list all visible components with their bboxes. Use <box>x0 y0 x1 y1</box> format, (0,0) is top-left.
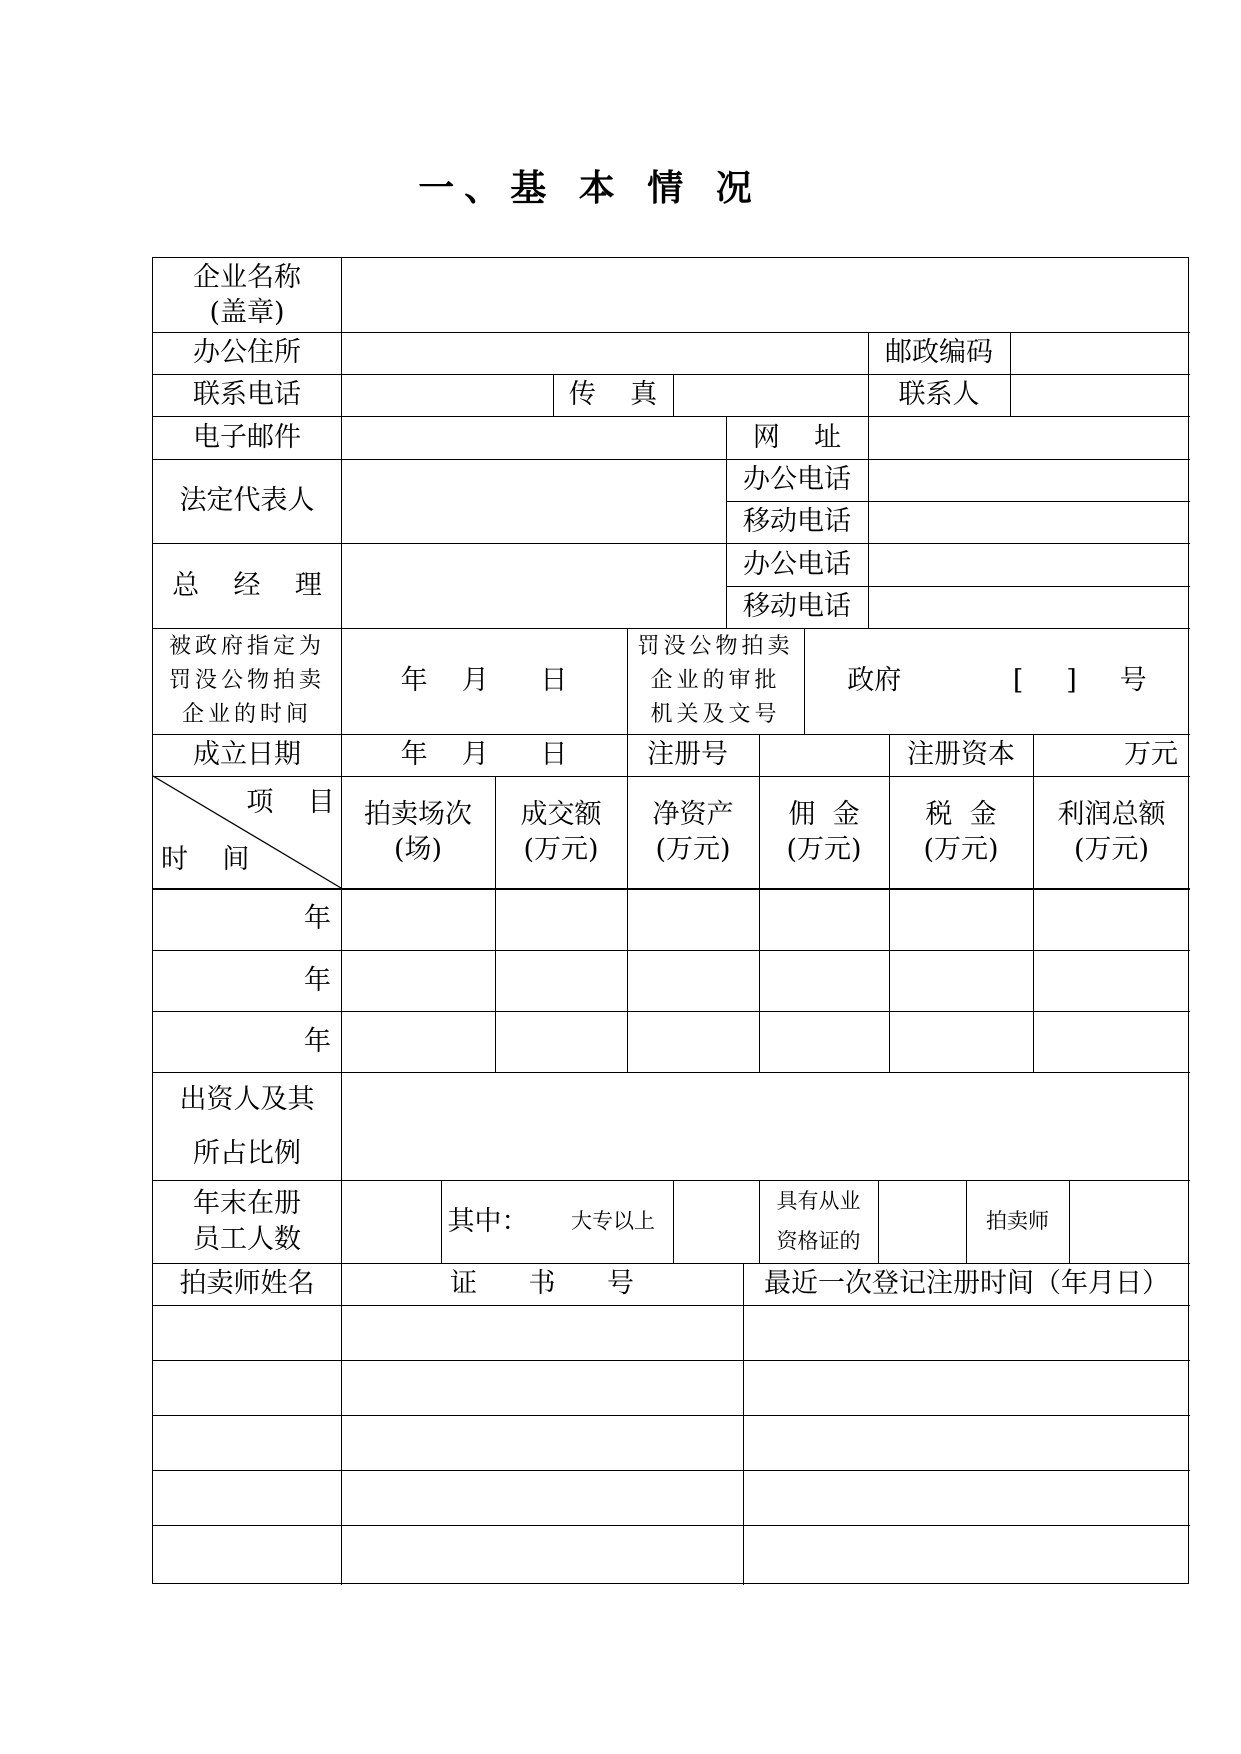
among-label: 其中： <box>447 1205 529 1237</box>
phone-label: 联系电话 <box>193 379 301 411</box>
year-row-label: 年 <box>304 1025 331 1057</box>
designated-date-field: 年 月 日 <box>400 665 568 697</box>
capital-unit: 万元 <box>1124 739 1178 771</box>
certificate-no-label: 证 书 号 <box>450 1268 634 1300</box>
col-commission: 佣 金 (万元) <box>786 798 862 865</box>
founding-date-field: 年 月 日 <box>400 739 568 771</box>
gm-mobile-label: 移动电话 <box>743 591 851 623</box>
corner-time-label: 时 间 <box>161 844 250 876</box>
page-title: 一、基 本 情 况 <box>418 167 762 209</box>
basic-info-form <box>152 257 1189 1584</box>
corner-item-label: 项 目 <box>246 787 335 819</box>
legal-rep-label: 法定代表人 <box>179 485 315 517</box>
founding-date-label: 成立日期 <box>193 739 301 771</box>
college-label: 大专以上 <box>571 1208 655 1233</box>
registration-no-label: 注册号 <box>647 739 728 771</box>
legal-rep-office-phone-label: 办公电话 <box>743 464 851 496</box>
company-name-label: 企业名称 (盖章) <box>193 261 301 328</box>
staff-count-label: 年末在册 员工人数 <box>193 1188 301 1255</box>
col-total-profit: 利润总额 (万元) <box>1057 798 1166 865</box>
contact-label: 联系人 <box>898 379 980 411</box>
fax-label: 传 真 <box>568 379 658 411</box>
auctioneer-count-label: 拍卖师 <box>986 1208 1049 1233</box>
col-auction-count: 拍卖场次 (场) <box>364 798 472 865</box>
investors-label: 出资人及其 所占比例 <box>179 1083 315 1169</box>
year-row-label: 年 <box>304 903 331 935</box>
qualified-label: 具有从业 资格证的 <box>776 1188 861 1253</box>
email-label: 电子邮件 <box>193 421 301 453</box>
col-turnover: 成交额 (万元) <box>520 798 602 865</box>
gm-office-phone-label: 办公电话 <box>743 548 851 580</box>
last-registration-label: 最近一次登记注册时间（年月日） <box>764 1268 1169 1300</box>
designated-time-label: 被政府指定为 罚没公物拍卖 企业的时间 <box>168 633 325 728</box>
office-address-label: 办公住所 <box>193 337 301 369</box>
col-tax: 税 金 (万元) <box>923 798 999 865</box>
gov-doc-field: 政府 [ ] 号 <box>847 665 1147 697</box>
general-manager-label: 总 经 理 <box>172 569 322 601</box>
approval-authority-label: 罚没公物拍卖 企业的审批 机关及文号 <box>637 633 794 728</box>
year-row-label: 年 <box>304 964 331 996</box>
col-net-assets: 净资产 (万元) <box>652 798 734 865</box>
registered-capital-label: 注册资本 <box>907 739 1015 771</box>
postcode-label: 邮政编码 <box>885 337 993 369</box>
website-label: 网 址 <box>752 421 842 453</box>
auctioneer-name-label: 拍卖师姓名 <box>179 1268 315 1300</box>
legal-rep-mobile-label: 移动电话 <box>743 506 851 538</box>
